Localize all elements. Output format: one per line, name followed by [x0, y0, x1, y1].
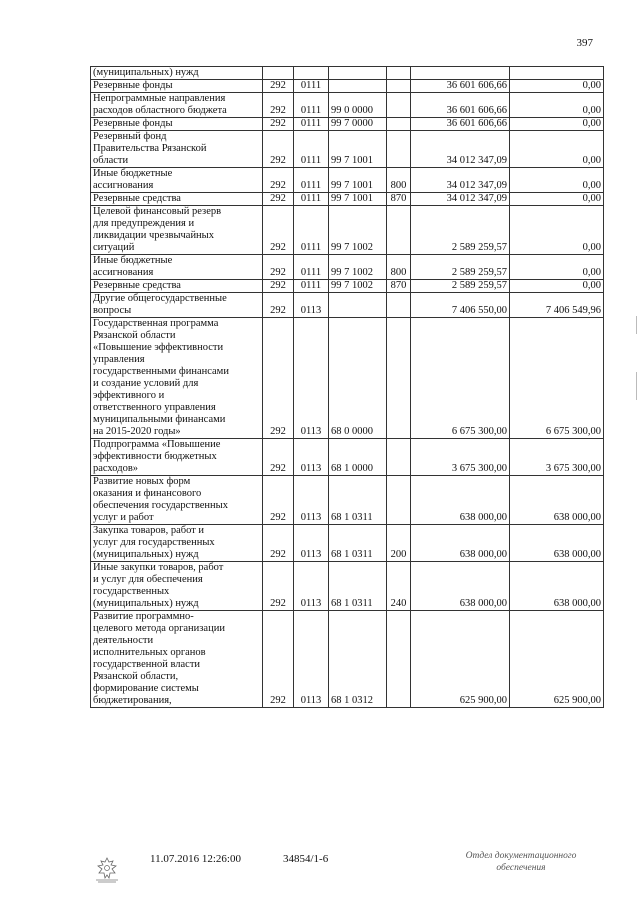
cell-gr: 292	[263, 80, 294, 93]
table-row	[91, 611, 604, 708]
cell-gr: 292	[263, 193, 294, 206]
table-row	[91, 476, 604, 525]
cell-gr: 292	[263, 318, 294, 439]
cell-sum1: 6 675 300,00	[411, 318, 510, 439]
cell-sum2: 0,00	[510, 255, 604, 280]
cell-vr	[387, 318, 411, 439]
cell-sec: 0113	[294, 525, 329, 562]
budget-table	[90, 66, 604, 708]
table-row	[91, 131, 604, 168]
cell-vr	[387, 93, 411, 118]
cell-sec: 0113	[294, 293, 329, 318]
cell-sum2: 0,00	[510, 80, 604, 93]
cell-csr: 68 1 0312	[329, 611, 387, 708]
cell-name: Другие общегосударственные вопросы	[91, 293, 263, 318]
cell-name: Резервные фонды	[91, 80, 263, 93]
cell-vr	[387, 131, 411, 168]
cell-sec: 0113	[294, 476, 329, 525]
cell-sum1: 36 601 606,66	[411, 118, 510, 131]
cell-csr: 68 0 0000	[329, 318, 387, 439]
cell-sum1: 34 012 347,09	[411, 193, 510, 206]
cell-sec: 0111	[294, 93, 329, 118]
cell-sum1: 625 900,00	[411, 611, 510, 708]
table-row	[91, 562, 604, 611]
table-row	[91, 293, 604, 318]
budget-table-body	[91, 67, 604, 708]
cell-gr: 292	[263, 562, 294, 611]
cell-sum1	[411, 67, 510, 80]
cell-csr: 99 7 1001	[329, 168, 387, 193]
table-row	[91, 439, 604, 476]
table-row	[91, 206, 604, 255]
cell-name: Резервные средства	[91, 193, 263, 206]
cell-vr	[387, 67, 411, 80]
department-stamp: Отдел документационного обеспечения	[465, 851, 577, 873]
cell-sec: 0111	[294, 118, 329, 131]
cell-sum1: 36 601 606,66	[411, 93, 510, 118]
cell-gr: 292	[263, 131, 294, 168]
table-row	[91, 67, 604, 80]
cell-sum1: 3 675 300,00	[411, 439, 510, 476]
cell-vr: 200	[387, 525, 411, 562]
cell-sum2: 0,00	[510, 118, 604, 131]
cell-name: Развитие программно- целевого метода организации деятельности исполнительных органов государственной власти Рязанской области, формирование системы бюджетирования,	[91, 611, 263, 708]
cell-name: Целевой финансовый резерв для предупреждения и ликвидации чрезвычайных ситуаций	[91, 206, 263, 255]
table-row	[91, 280, 604, 293]
cell-vr	[387, 118, 411, 131]
footer-datetime: 11.07.2016 12:26:00	[150, 853, 241, 865]
cell-gr: 292	[263, 439, 294, 476]
cell-sum2: 0,00	[510, 280, 604, 293]
cell-sum2: 0,00	[510, 206, 604, 255]
cell-gr: 292	[263, 611, 294, 708]
cell-csr: 99 7 1002	[329, 280, 387, 293]
cell-vr: 800	[387, 255, 411, 280]
cell-sum2: 7 406 549,96	[510, 293, 604, 318]
cell-name: Закупка товаров, работ и услуг для государственных (муниципальных) нужд	[91, 525, 263, 562]
table-row	[91, 80, 604, 93]
cell-sum2: 0,00	[510, 131, 604, 168]
cell-sum2: 638 000,00	[510, 562, 604, 611]
table-row	[91, 525, 604, 562]
cell-name: Иные закупки товаров, работ и услуг для обеспечения государственных (муниципальных) нужд	[91, 562, 263, 611]
cell-sum1: 2 589 259,57	[411, 206, 510, 255]
edge-mark	[636, 316, 637, 334]
table-row	[91, 318, 604, 439]
cell-vr	[387, 439, 411, 476]
cell-sum1: 7 406 550,00	[411, 293, 510, 318]
cell-sum1: 638 000,00	[411, 562, 510, 611]
cell-gr: 292	[263, 525, 294, 562]
cell-csr: 68 1 0311	[329, 562, 387, 611]
cell-sum2	[510, 67, 604, 80]
cell-gr: 292	[263, 93, 294, 118]
cell-vr	[387, 293, 411, 318]
cell-sum1: 2 589 259,57	[411, 280, 510, 293]
cell-vr	[387, 206, 411, 255]
cell-gr	[263, 67, 294, 80]
cell-csr: 99 7 1001	[329, 193, 387, 206]
cell-name: Непрограммные направления расходов областного бюджета	[91, 93, 263, 118]
cell-name: Иные бюджетные ассигнования	[91, 255, 263, 280]
cell-sum2: 0,00	[510, 168, 604, 193]
cell-csr: 99 7 1002	[329, 206, 387, 255]
cell-sum1: 638 000,00	[411, 476, 510, 525]
cell-sum1: 2 589 259,57	[411, 255, 510, 280]
cell-gr: 292	[263, 118, 294, 131]
coat-of-arms-icon	[92, 856, 122, 884]
cell-sum1: 638 000,00	[411, 525, 510, 562]
cell-csr	[329, 293, 387, 318]
cell-sum2: 6 675 300,00	[510, 318, 604, 439]
edge-mark	[636, 372, 637, 400]
cell-sec	[294, 67, 329, 80]
cell-csr: 99 7 1001	[329, 131, 387, 168]
cell-sec: 0113	[294, 611, 329, 708]
cell-sec: 0111	[294, 193, 329, 206]
cell-gr: 292	[263, 206, 294, 255]
cell-sec: 0113	[294, 318, 329, 439]
cell-vr: 870	[387, 193, 411, 206]
cell-gr: 292	[263, 168, 294, 193]
cell-sum2: 0,00	[510, 93, 604, 118]
cell-sum2: 638 000,00	[510, 525, 604, 562]
cell-csr: 99 0 0000	[329, 93, 387, 118]
cell-csr: 68 1 0000	[329, 439, 387, 476]
cell-sum1: 36 601 606,66	[411, 80, 510, 93]
table-row	[91, 168, 604, 193]
cell-sec: 0111	[294, 168, 329, 193]
cell-csr: 68 1 0311	[329, 525, 387, 562]
page-number: 397	[576, 37, 593, 49]
cell-sec: 0111	[294, 206, 329, 255]
cell-vr: 800	[387, 168, 411, 193]
cell-csr: 99 7 0000	[329, 118, 387, 131]
cell-vr	[387, 611, 411, 708]
cell-name: Резервные фонды	[91, 118, 263, 131]
cell-vr	[387, 476, 411, 525]
cell-csr: 99 7 1002	[329, 255, 387, 280]
cell-sum2: 0,00	[510, 193, 604, 206]
cell-name: Государственная программа Рязанской области «Повышение эффективности управления государственными финансами и создание условий для эффективного и ответственного управления муниципальными финансами на 2015-2020 годы»	[91, 318, 263, 439]
cell-sum2: 3 675 300,00	[510, 439, 604, 476]
cell-gr: 292	[263, 280, 294, 293]
cell-sec: 0111	[294, 80, 329, 93]
cell-name: Резервные средства	[91, 280, 263, 293]
footer-doc-id: 34854/1-6	[283, 853, 329, 865]
cell-sum1: 34 012 347,09	[411, 168, 510, 193]
cell-csr	[329, 67, 387, 80]
cell-name: Подпрограмма «Повышение эффективности бюджетных расходов»	[91, 439, 263, 476]
cell-sum2: 638 000,00	[510, 476, 604, 525]
cell-name: Резервный фонд Правительства Рязанской области	[91, 131, 263, 168]
cell-gr: 292	[263, 293, 294, 318]
cell-csr	[329, 80, 387, 93]
cell-vr	[387, 80, 411, 93]
cell-sum1: 34 012 347,09	[411, 131, 510, 168]
cell-sec: 0111	[294, 255, 329, 280]
cell-sec: 0111	[294, 131, 329, 168]
cell-name: Иные бюджетные ассигнования	[91, 168, 263, 193]
table-row	[91, 118, 604, 131]
table-row	[91, 93, 604, 118]
cell-sec: 0111	[294, 280, 329, 293]
cell-sec: 0113	[294, 562, 329, 611]
cell-name: Развитие новых форм оказания и финансового обеспечения государственных услуг и работ	[91, 476, 263, 525]
cell-name: (муниципальных) нужд	[91, 67, 263, 80]
table-row	[91, 255, 604, 280]
cell-sec: 0113	[294, 439, 329, 476]
cell-vr: 240	[387, 562, 411, 611]
cell-gr: 292	[263, 255, 294, 280]
table-row	[91, 193, 604, 206]
cell-csr: 68 1 0311	[329, 476, 387, 525]
cell-vr: 870	[387, 280, 411, 293]
cell-gr: 292	[263, 476, 294, 525]
cell-sum2: 625 900,00	[510, 611, 604, 708]
